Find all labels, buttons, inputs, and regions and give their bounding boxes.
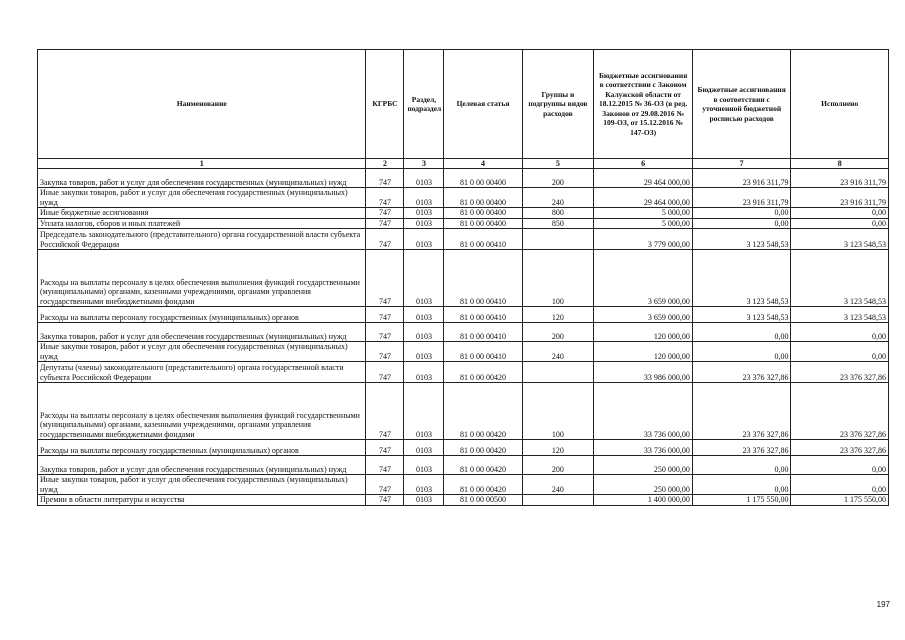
column-number: 1 bbox=[38, 159, 366, 169]
row-executed-amount: 23 376 327,86 bbox=[791, 362, 889, 383]
row-law-amount: 5 000,00 bbox=[594, 218, 693, 229]
row-executed-amount: 0,00 bbox=[791, 475, 889, 495]
row-target-article: 81 0 00 00420 bbox=[444, 475, 522, 495]
row-kgrbs: 747 bbox=[366, 229, 404, 250]
table-row bbox=[38, 250, 889, 307]
row-law-amount: 120 000,00 bbox=[594, 323, 693, 342]
row-kgrbs: 747 bbox=[366, 323, 404, 342]
header-row bbox=[38, 50, 889, 159]
row-kgrbs: 747 bbox=[366, 495, 404, 506]
row-razdel: 0103 bbox=[404, 456, 444, 475]
row-law-amount: 33 986 000,00 bbox=[594, 362, 693, 383]
row-kgrbs: 747 bbox=[366, 169, 404, 188]
row-expense-group: 240 bbox=[522, 188, 594, 208]
row-refined-amount: 0,00 bbox=[692, 342, 791, 362]
table-row bbox=[38, 229, 889, 250]
row-executed-amount: 23 916 311,79 bbox=[791, 169, 889, 188]
row-target-article: 81 0 00 00410 bbox=[444, 342, 522, 362]
row-law-amount: 3 779 000,00 bbox=[594, 229, 693, 250]
row-razdel: 0103 bbox=[404, 250, 444, 307]
table-row bbox=[38, 208, 889, 219]
row-razdel: 0103 bbox=[404, 323, 444, 342]
header-name: Наименование bbox=[38, 50, 366, 159]
header-target-article: Целевая статья bbox=[444, 50, 522, 159]
row-razdel: 0103 bbox=[404, 440, 444, 456]
row-name: Закупка товаров, работ и услуг для обеспечения государственных (муниципальных) нужд bbox=[38, 456, 366, 475]
row-target-article: 81 0 00 00500 bbox=[444, 495, 522, 506]
row-target-article: 81 0 00 00400 bbox=[444, 188, 522, 208]
row-razdel: 0103 bbox=[404, 383, 444, 440]
row-refined-amount: 3 123 548,53 bbox=[692, 307, 791, 323]
column-number: 4 bbox=[444, 159, 522, 169]
row-kgrbs: 747 bbox=[366, 218, 404, 229]
row-kgrbs: 747 bbox=[366, 208, 404, 219]
row-law-amount: 33 736 000,00 bbox=[594, 440, 693, 456]
column-number: 6 bbox=[594, 159, 693, 169]
table-row bbox=[38, 456, 889, 475]
row-refined-amount: 0,00 bbox=[692, 208, 791, 219]
column-number: 8 bbox=[791, 159, 889, 169]
column-number: 3 bbox=[404, 159, 444, 169]
row-law-amount: 3 659 000,00 bbox=[594, 307, 693, 323]
row-name: Закупка товаров, работ и услуг для обеспечения государственных (муниципальных) нужд bbox=[38, 323, 366, 342]
row-razdel: 0103 bbox=[404, 218, 444, 229]
table-row bbox=[38, 218, 889, 229]
row-executed-amount: 0,00 bbox=[791, 208, 889, 219]
row-executed-amount: 3 123 548,53 bbox=[791, 307, 889, 323]
row-law-amount: 29 464 000,00 bbox=[594, 169, 693, 188]
row-refined-amount: 0,00 bbox=[692, 323, 791, 342]
row-target-article: 81 0 00 00410 bbox=[444, 229, 522, 250]
header-expense-group: Группы и подгруппы видов расходов bbox=[522, 50, 594, 159]
column-number: 7 bbox=[692, 159, 791, 169]
table-row bbox=[38, 440, 889, 456]
row-law-amount: 5 000,00 bbox=[594, 208, 693, 219]
row-name: Иные закупки товаров, работ и услуг для обеспечения государственных (муниципальных) нужд bbox=[38, 342, 366, 362]
table-row bbox=[38, 342, 889, 362]
row-kgrbs: 747 bbox=[366, 383, 404, 440]
table-row bbox=[38, 362, 889, 383]
row-kgrbs: 747 bbox=[366, 440, 404, 456]
row-executed-amount: 1 175 550,00 bbox=[791, 495, 889, 506]
table-body bbox=[38, 169, 889, 506]
row-kgrbs: 747 bbox=[366, 188, 404, 208]
row-name: Иные закупки товаров, работ и услуг для обеспечения государственных (муниципальных) нужд bbox=[38, 475, 366, 495]
row-name: Расходы на выплаты персоналу в целях обеспечения выполнения функций государственными (муниципальными) органами, казенными учреждениями, органами управления государственными внебюджетными фондами bbox=[38, 250, 366, 307]
row-refined-amount: 23 916 311,79 bbox=[692, 188, 791, 208]
row-name: Депутаты (члены) законодательного (представительного) органа государственной власти субъекта Российской Федерации bbox=[38, 362, 366, 383]
row-refined-amount: 23 376 327,86 bbox=[692, 383, 791, 440]
row-law-amount: 250 000,00 bbox=[594, 475, 693, 495]
row-name: Иные закупки товаров, работ и услуг для обеспечения государственных (муниципальных) нужд bbox=[38, 188, 366, 208]
row-expense-group: 120 bbox=[522, 440, 594, 456]
table-row bbox=[38, 169, 889, 188]
row-kgrbs: 747 bbox=[366, 342, 404, 362]
row-name: Иные бюджетные ассигнования bbox=[38, 208, 366, 219]
table-row bbox=[38, 383, 889, 440]
row-razdel: 0103 bbox=[404, 229, 444, 250]
page-number: 197 bbox=[876, 600, 890, 609]
row-law-amount: 120 000,00 bbox=[594, 342, 693, 362]
row-refined-amount: 3 123 548,53 bbox=[692, 250, 791, 307]
row-razdel: 0103 bbox=[404, 475, 444, 495]
row-executed-amount: 23 376 327,86 bbox=[791, 383, 889, 440]
row-target-article: 81 0 00 00400 bbox=[444, 218, 522, 229]
row-executed-amount: 3 123 548,53 bbox=[791, 229, 889, 250]
row-name: Закупка товаров, работ и услуг для обеспечения государственных (муниципальных) нужд bbox=[38, 169, 366, 188]
row-expense-group: 240 bbox=[522, 342, 594, 362]
row-refined-amount: 23 376 327,86 bbox=[692, 440, 791, 456]
row-razdel: 0103 bbox=[404, 307, 444, 323]
row-razdel: 0103 bbox=[404, 188, 444, 208]
row-kgrbs: 747 bbox=[366, 362, 404, 383]
row-refined-amount: 23 916 311,79 bbox=[692, 169, 791, 188]
row-name: Премии в области литературы и искусства bbox=[38, 495, 366, 506]
header-executed: Исполнено bbox=[791, 50, 889, 159]
row-name: Председатель законодательного (представительного) органа государственной власти субъекта Российской Федерации bbox=[38, 229, 366, 250]
row-target-article: 81 0 00 00420 bbox=[444, 383, 522, 440]
header-refined-appropriations: Бюджетные ассигнования в соответствии с уточненной бюджетной росписью расходов bbox=[692, 50, 791, 159]
table-row bbox=[38, 495, 889, 506]
row-razdel: 0103 bbox=[404, 169, 444, 188]
row-target-article: 81 0 00 00420 bbox=[444, 440, 522, 456]
row-law-amount: 250 000,00 bbox=[594, 456, 693, 475]
row-refined-amount: 1 175 550,00 bbox=[692, 495, 791, 506]
table-row bbox=[38, 475, 889, 495]
row-target-article: 81 0 00 00400 bbox=[444, 169, 522, 188]
row-executed-amount: 0,00 bbox=[791, 323, 889, 342]
row-expense-group: 120 bbox=[522, 307, 594, 323]
row-expense-group bbox=[522, 495, 594, 506]
row-law-amount: 1 400 000,00 bbox=[594, 495, 693, 506]
row-expense-group: 200 bbox=[522, 169, 594, 188]
row-executed-amount: 0,00 bbox=[791, 456, 889, 475]
row-kgrbs: 747 bbox=[366, 250, 404, 307]
column-number: 5 bbox=[522, 159, 594, 169]
budget-table bbox=[37, 49, 889, 506]
header-law-appropriations: Бюджетные ассигнования в соответствии с Законом Калужской области от 18.12.2015 № 36-ОЗ (в ред. Законов от 29.08.2016 № 109-ОЗ, от 15.12.2016 № 147-ОЗ) bbox=[594, 50, 693, 159]
row-target-article: 81 0 00 00420 bbox=[444, 456, 522, 475]
row-kgrbs: 747 bbox=[366, 307, 404, 323]
column-number-row bbox=[38, 159, 889, 169]
table-row bbox=[38, 323, 889, 342]
row-expense-group: 100 bbox=[522, 250, 594, 307]
row-expense-group: 200 bbox=[522, 323, 594, 342]
row-refined-amount: 0,00 bbox=[692, 475, 791, 495]
row-executed-amount: 3 123 548,53 bbox=[791, 250, 889, 307]
row-refined-amount: 3 123 548,53 bbox=[692, 229, 791, 250]
row-law-amount: 33 736 000,00 bbox=[594, 383, 693, 440]
row-name: Расходы на выплаты персоналу государственных (муниципальных) органов bbox=[38, 440, 366, 456]
header-kgrbs: КГРБС bbox=[366, 50, 404, 159]
row-name: Расходы на выплаты персоналу в целях обеспечения выполнения функций государственными (муниципальными) органами, казенными учреждениями, органами управления государственными внебюджетными фондами bbox=[38, 383, 366, 440]
row-kgrbs: 747 bbox=[366, 456, 404, 475]
row-target-article: 81 0 00 00420 bbox=[444, 362, 522, 383]
table-row bbox=[38, 307, 889, 323]
row-target-article: 81 0 00 00410 bbox=[444, 323, 522, 342]
row-executed-amount: 23 916 311,79 bbox=[791, 188, 889, 208]
table-row bbox=[38, 188, 889, 208]
row-expense-group bbox=[522, 362, 594, 383]
row-target-article: 81 0 00 00410 bbox=[444, 250, 522, 307]
row-expense-group: 100 bbox=[522, 383, 594, 440]
row-name: Расходы на выплаты персоналу государственных (муниципальных) органов bbox=[38, 307, 366, 323]
row-refined-amount: 0,00 bbox=[692, 456, 791, 475]
row-expense-group: 800 bbox=[522, 208, 594, 219]
row-name: Уплата налогов, сборов и иных платежей bbox=[38, 218, 366, 229]
row-expense-group: 850 bbox=[522, 218, 594, 229]
column-number: 2 bbox=[366, 159, 404, 169]
row-executed-amount: 23 376 327,86 bbox=[791, 440, 889, 456]
row-razdel: 0103 bbox=[404, 342, 444, 362]
row-refined-amount: 23 376 327,86 bbox=[692, 362, 791, 383]
row-target-article: 81 0 00 00410 bbox=[444, 307, 522, 323]
row-law-amount: 3 659 000,00 bbox=[594, 250, 693, 307]
row-expense-group bbox=[522, 229, 594, 250]
row-expense-group: 240 bbox=[522, 475, 594, 495]
row-razdel: 0103 bbox=[404, 495, 444, 506]
row-razdel: 0103 bbox=[404, 362, 444, 383]
header-razdel: Раздел, подраздел bbox=[404, 50, 444, 159]
row-executed-amount: 0,00 bbox=[791, 342, 889, 362]
row-expense-group: 200 bbox=[522, 456, 594, 475]
row-target-article: 81 0 00 00400 bbox=[444, 208, 522, 219]
row-law-amount: 29 464 000,00 bbox=[594, 188, 693, 208]
row-executed-amount: 0,00 bbox=[791, 218, 889, 229]
row-refined-amount: 0,00 bbox=[692, 218, 791, 229]
row-kgrbs: 747 bbox=[366, 475, 404, 495]
row-razdel: 0103 bbox=[404, 208, 444, 219]
